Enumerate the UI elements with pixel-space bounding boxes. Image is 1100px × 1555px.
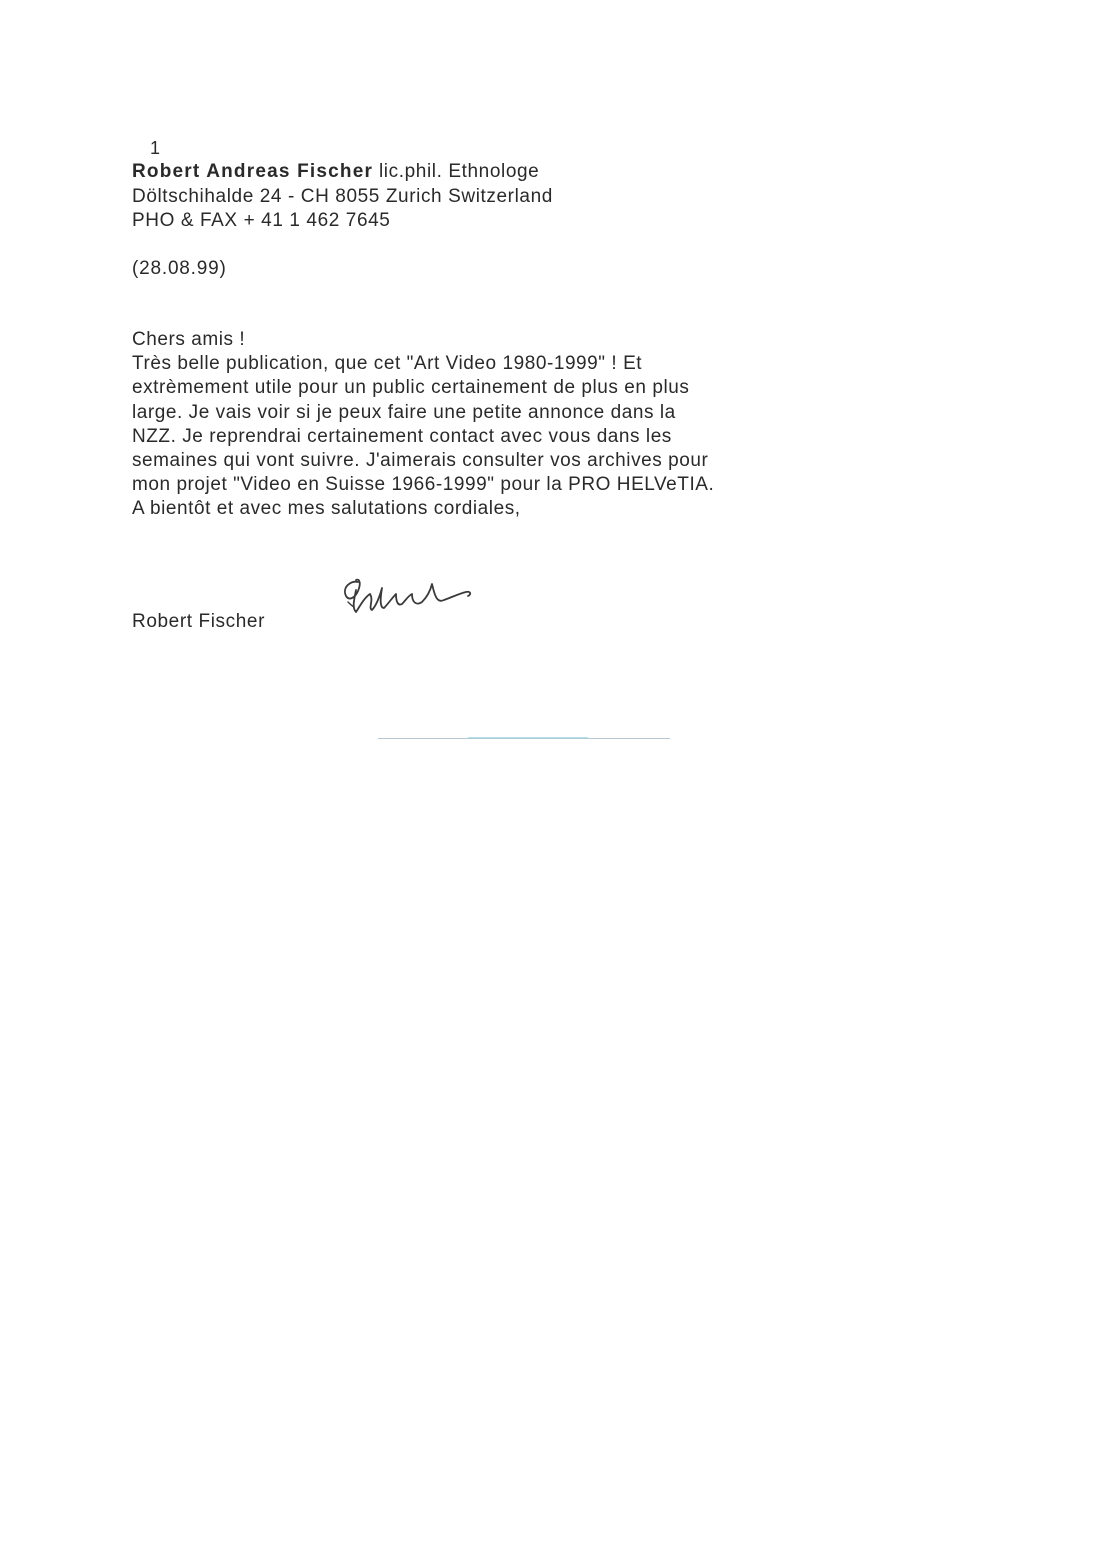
salutation: Chers amis ! xyxy=(132,329,246,350)
signature-stroke xyxy=(345,580,470,612)
body-line: Très belle publication, que cet "Art Video 1980-1999" ! Et xyxy=(132,353,643,375)
handwritten-signature xyxy=(336,560,536,640)
page-number: 1 xyxy=(150,138,161,158)
signatory-name: Robert Fischer xyxy=(132,611,265,632)
body-line: semaines qui vont suivre. J'aimerais consulter vos archives pour xyxy=(132,450,709,472)
letter-body xyxy=(132,328,812,522)
body-line: extrèmement utile pour un public certainement de plus en plus xyxy=(132,377,690,399)
sender-name: Robert Andreas Fischer xyxy=(132,161,374,182)
closing-line: A bientôt et avec mes salutations cordiales, xyxy=(132,498,521,520)
scan-artifact-line xyxy=(378,737,670,740)
sender-address: Döltschihalde 24 - CH 8055 Zurich Switzerland xyxy=(132,185,553,207)
letterhead-name-line xyxy=(132,160,553,185)
letterhead xyxy=(132,160,553,234)
sender-title: lic.phil. Ethnologe xyxy=(378,161,540,182)
body-line: NZZ. Je reprendrai certainement contact avec vous dans les xyxy=(132,425,672,447)
letter-date: (28.08.99) xyxy=(132,258,227,279)
sender-phone-fax: PHO & FAX + 41 1 462 7645 xyxy=(132,210,391,231)
body-line: mon projet "Video en Suisse 1966-1999" pour la PRO HELVeTIA. xyxy=(132,474,715,496)
body-line: large. Je vais voir si je peux faire une petite annonce dans la xyxy=(132,401,676,423)
